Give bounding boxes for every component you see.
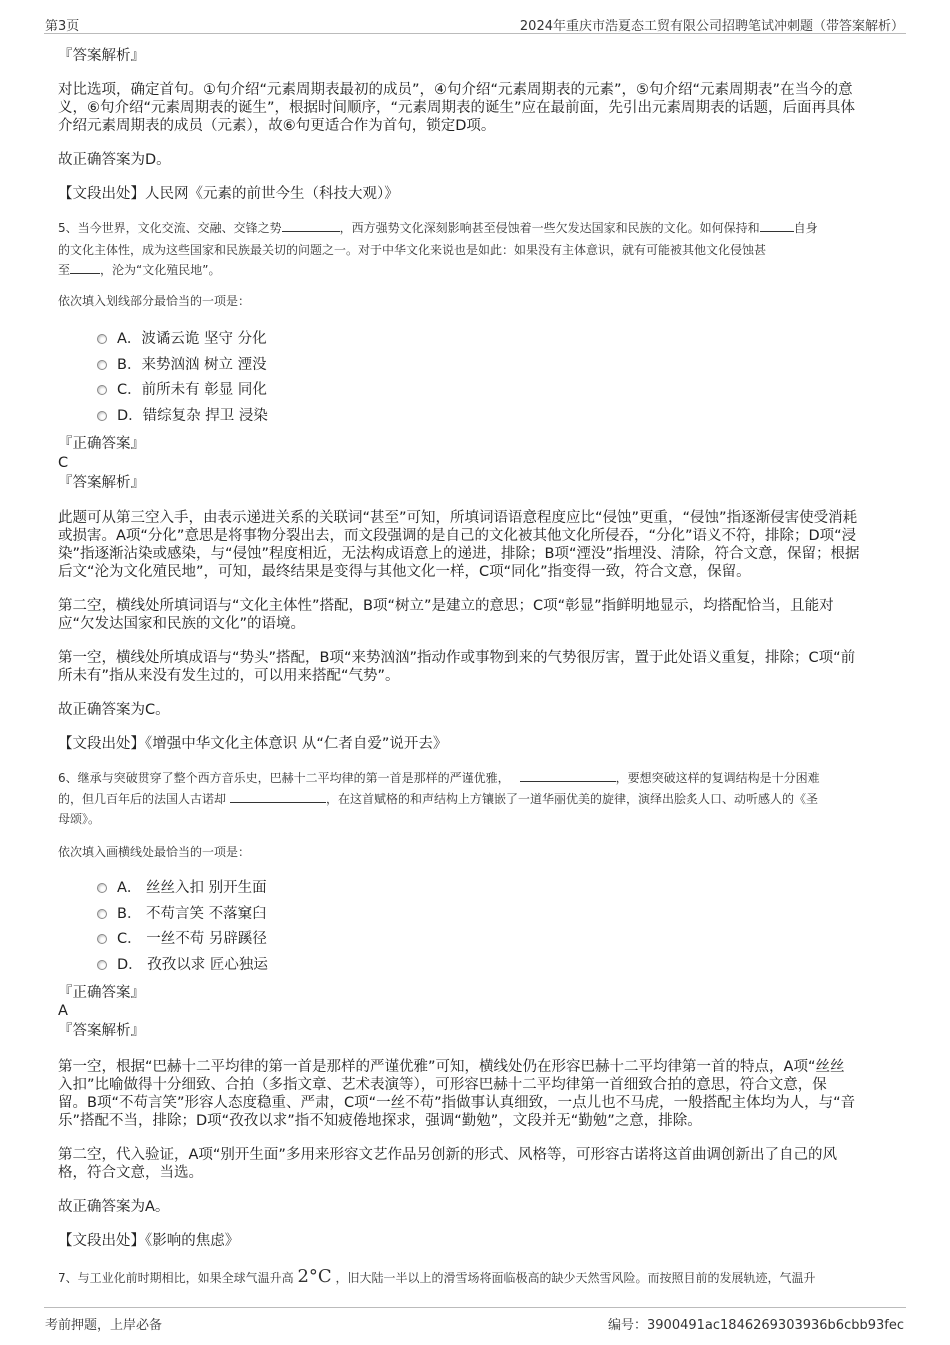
analysis-label: 『答案解析』 bbox=[58, 1023, 145, 1039]
answer-value: C bbox=[58, 455, 69, 471]
radio-icon[interactable] bbox=[97, 909, 107, 919]
fill-blank bbox=[70, 261, 100, 274]
conclusion: 故正确答案为D。 bbox=[58, 152, 171, 168]
code-value: 3900491ac1846269303936b6cbb93fec bbox=[647, 1318, 904, 1333]
analysis-line: 第二空，代入验证，A项“别开生面”多用来形容文艺作品另创新的形式、风格等，可形容古诺将这首曲调创新出了自己的风 bbox=[58, 1147, 837, 1163]
option-b[interactable] bbox=[97, 905, 267, 923]
analysis-line: 第二空，横线处所填词语与“文化主体性”搭配，B项“树立”是建立的意思；C项“彰显”指鲜明地显示，均搭配恰当，且能对 bbox=[58, 598, 834, 614]
header-divider bbox=[44, 33, 906, 34]
question-stem: 母颂》。 bbox=[58, 812, 101, 826]
question-stem bbox=[58, 217, 818, 239]
stem-text: 自身 bbox=[793, 221, 818, 235]
analysis-line: 此题可从第三空入手，由表示递进关系的关联词“甚至”可知，所填词语语意程度应比“侵蚀”更重，“侵蚀”指逐渐侵害使受消耗 bbox=[58, 510, 858, 526]
question-stem bbox=[58, 767, 820, 789]
option-label: A． 丝丝入扣 别开生面 bbox=[117, 880, 267, 896]
temperature-value: 2°C bbox=[297, 1266, 332, 1287]
radio-icon[interactable] bbox=[97, 360, 107, 370]
stem-text: ，要想突破这样的复调结构是十分困难 bbox=[615, 771, 820, 785]
conclusion: 故正确答案为C。 bbox=[58, 702, 170, 718]
option-d[interactable] bbox=[97, 407, 268, 425]
stem-text: 的，但几百年后的法国人古诺却 bbox=[58, 792, 227, 806]
analysis-line: 第一空，横线处所填成语与“势头”搭配，B项“来势汹汹”指动作或事物到来的气势很厉害，置于此处语义重复，排除；C项“前 bbox=[58, 650, 856, 666]
option-label: D．错综复杂 捍卫 浸染 bbox=[117, 408, 268, 424]
analysis-line: 对比选项，确定首句。①句介绍“元素周期表最初的成员”，④句介绍“元素周期表的元素”，⑤句介绍“元素周期表”在当今的意 bbox=[58, 82, 853, 98]
radio-icon[interactable] bbox=[97, 385, 107, 395]
option-label: C．前所未有 彰显 同化 bbox=[117, 382, 267, 398]
answer-label: 『正确答案』 bbox=[58, 436, 145, 452]
analysis-line: 后文“沦为文化殖民地”，可知，最终结果是变得与其他文化一样，C项“同化”指变得一致，符合文意，保留。 bbox=[58, 564, 751, 580]
stem-text: ，旧大陆一半以上的滑雪场将面临极高的缺少天然雪风险。而按照目前的发展轨迹，气温升 bbox=[335, 1271, 816, 1285]
option-d[interactable] bbox=[97, 956, 268, 974]
footer-slogan: 考前押题，上岸必备 bbox=[45, 1318, 163, 1333]
question-stem bbox=[58, 788, 818, 810]
answer-value: A bbox=[58, 1003, 68, 1019]
stem-text: 6、继承与突破贯穿了整个西方音乐史，巴赫十二平均律的第一首是那样的严谨优雅， bbox=[58, 771, 510, 785]
analysis-line: 介绍元素周期表的成员（元素），故⑥句更适合作为首句，锁定D项。 bbox=[58, 118, 496, 134]
option-label: D． 孜孜以求 匠心独运 bbox=[117, 957, 268, 973]
fill-blank bbox=[520, 769, 616, 782]
answer-label: 『正确答案』 bbox=[58, 985, 145, 1001]
stem-text: 至 bbox=[58, 263, 71, 277]
analysis-label: 『答案解析』 bbox=[58, 475, 145, 491]
option-label: B． 不苟言笑 不落窠臼 bbox=[117, 906, 267, 922]
analysis-line: 格，符合文意，当选。 bbox=[58, 1165, 203, 1181]
fill-blank bbox=[282, 219, 340, 232]
source-citation: 【文段出处】人民网《元素的前世今生（科技大观）》 bbox=[58, 186, 399, 202]
option-a[interactable] bbox=[97, 330, 267, 348]
stem-text: 5、当今世界，文化交流、交融、交锋之势 bbox=[58, 221, 282, 235]
radio-icon[interactable] bbox=[97, 934, 107, 944]
question-prompt: 依次填入划线部分最恰当的一项是： bbox=[58, 294, 251, 308]
analysis-line: 或损害。A项“分化”意思是将事物分裂出去，而文段强调的是自己的文化被其他文化所侵吞，“分化”语义不符，排除；D项“浸 bbox=[58, 528, 857, 544]
analysis-line: 留。B项“不苟言笑”形容人态度稳重、严肃，C项“一丝不苟”指做事认真细致，一点儿也不马虎，一般搭配主体均为人，与“音 bbox=[58, 1095, 856, 1111]
question-stem bbox=[58, 1266, 816, 1289]
radio-icon[interactable] bbox=[97, 960, 107, 970]
fill-blank bbox=[760, 219, 794, 232]
code-label: 编号： bbox=[608, 1318, 648, 1333]
document-title: 2024年重庆市浩夏态工贸有限公司招聘笔试冲刺题（带答案解析） bbox=[519, 19, 904, 34]
analysis-line: 染”指逐渐沾染或感染，与“侵蚀”程度相近，无法构成语意上的递进，排除；B项“湮没”指埋没、清除，符合文意，保留；根据 bbox=[58, 546, 860, 562]
radio-icon[interactable] bbox=[97, 883, 107, 893]
radio-icon[interactable] bbox=[97, 334, 107, 344]
analysis-line: 第一空，根据“巴赫十二平均律的第一首是那样的严谨优雅”可知，横线处仍在形容巴赫十二平均律第一首的特点，A项“丝丝 bbox=[58, 1059, 845, 1075]
analysis-line: 所未有”指从来没有发生过的，可以用来搭配“气势”。 bbox=[58, 668, 400, 684]
analysis-line: 应“欠发达国家和民族的文化”的语境。 bbox=[58, 616, 306, 632]
option-c[interactable] bbox=[97, 930, 267, 948]
conclusion: 故正确答案为A。 bbox=[58, 1199, 170, 1215]
analysis-line: 乐”搭配不当，排除；D项“孜孜以求”指不知疲倦地探求，强调“勤勉”，文段并无“勤勉”之意，排除。 bbox=[58, 1113, 702, 1129]
fill-blank bbox=[230, 790, 326, 803]
option-label: A．波谲云诡 坚守 分化 bbox=[117, 331, 267, 347]
option-label: B．来势汹汹 树立 湮没 bbox=[117, 357, 267, 373]
option-label: C． 一丝不苟 另辟蹊径 bbox=[117, 931, 267, 947]
source-citation: 【文段出处】《增强中华文化主体意识 从“仁者自爱”说开去》 bbox=[58, 736, 448, 752]
radio-icon[interactable] bbox=[97, 411, 107, 421]
question-prompt: 依次填入画横线处最恰当的一项是： bbox=[58, 845, 251, 859]
analysis-line: 义，⑥句介绍“元素周期表的诞生”，根据时间顺序，“元素周期表的诞生”应在最前面，先引出元素周期表的话题，后面再具体 bbox=[58, 100, 856, 116]
stem-text: ，在这首赋格的和声结构上方镶嵌了一道华丽优美的旋律，演绎出脍炙人口、动听感人的《圣 bbox=[326, 792, 819, 806]
document-code bbox=[608, 1314, 904, 1333]
stem-text: ，西方强势文化深刻影响甚至侵蚀着一些欠发达国家和民族的文化。如何保持和 bbox=[339, 221, 760, 235]
option-b[interactable] bbox=[97, 356, 267, 374]
option-c[interactable] bbox=[97, 381, 267, 399]
stem-text: ，沦为“文化殖民地”。 bbox=[100, 263, 221, 277]
footer-divider bbox=[44, 1307, 906, 1308]
analysis-line: 入扣”比喻做得十分细致、合拍（多指文章、艺术表演等），可形容巴赫十二平均律第一首细致合拍的意思，符合文意，保 bbox=[58, 1077, 827, 1093]
question-stem: 的文化主体性，成为这些国家和民族最关切的问题之一。对于中华文化来说也是如此：如果没有主体意识，就有可能被其他文化侵蚀甚 bbox=[58, 243, 767, 257]
stem-text: 7、与工业化前时期相比，如果全球气温升高 bbox=[58, 1271, 294, 1285]
option-a[interactable] bbox=[97, 879, 267, 897]
page-number: 第3页 bbox=[45, 19, 80, 34]
source-citation: 【文段出处】《影响的焦虑》 bbox=[58, 1233, 240, 1249]
analysis-label: 『答案解析』 bbox=[58, 48, 145, 64]
question-stem bbox=[58, 259, 220, 281]
